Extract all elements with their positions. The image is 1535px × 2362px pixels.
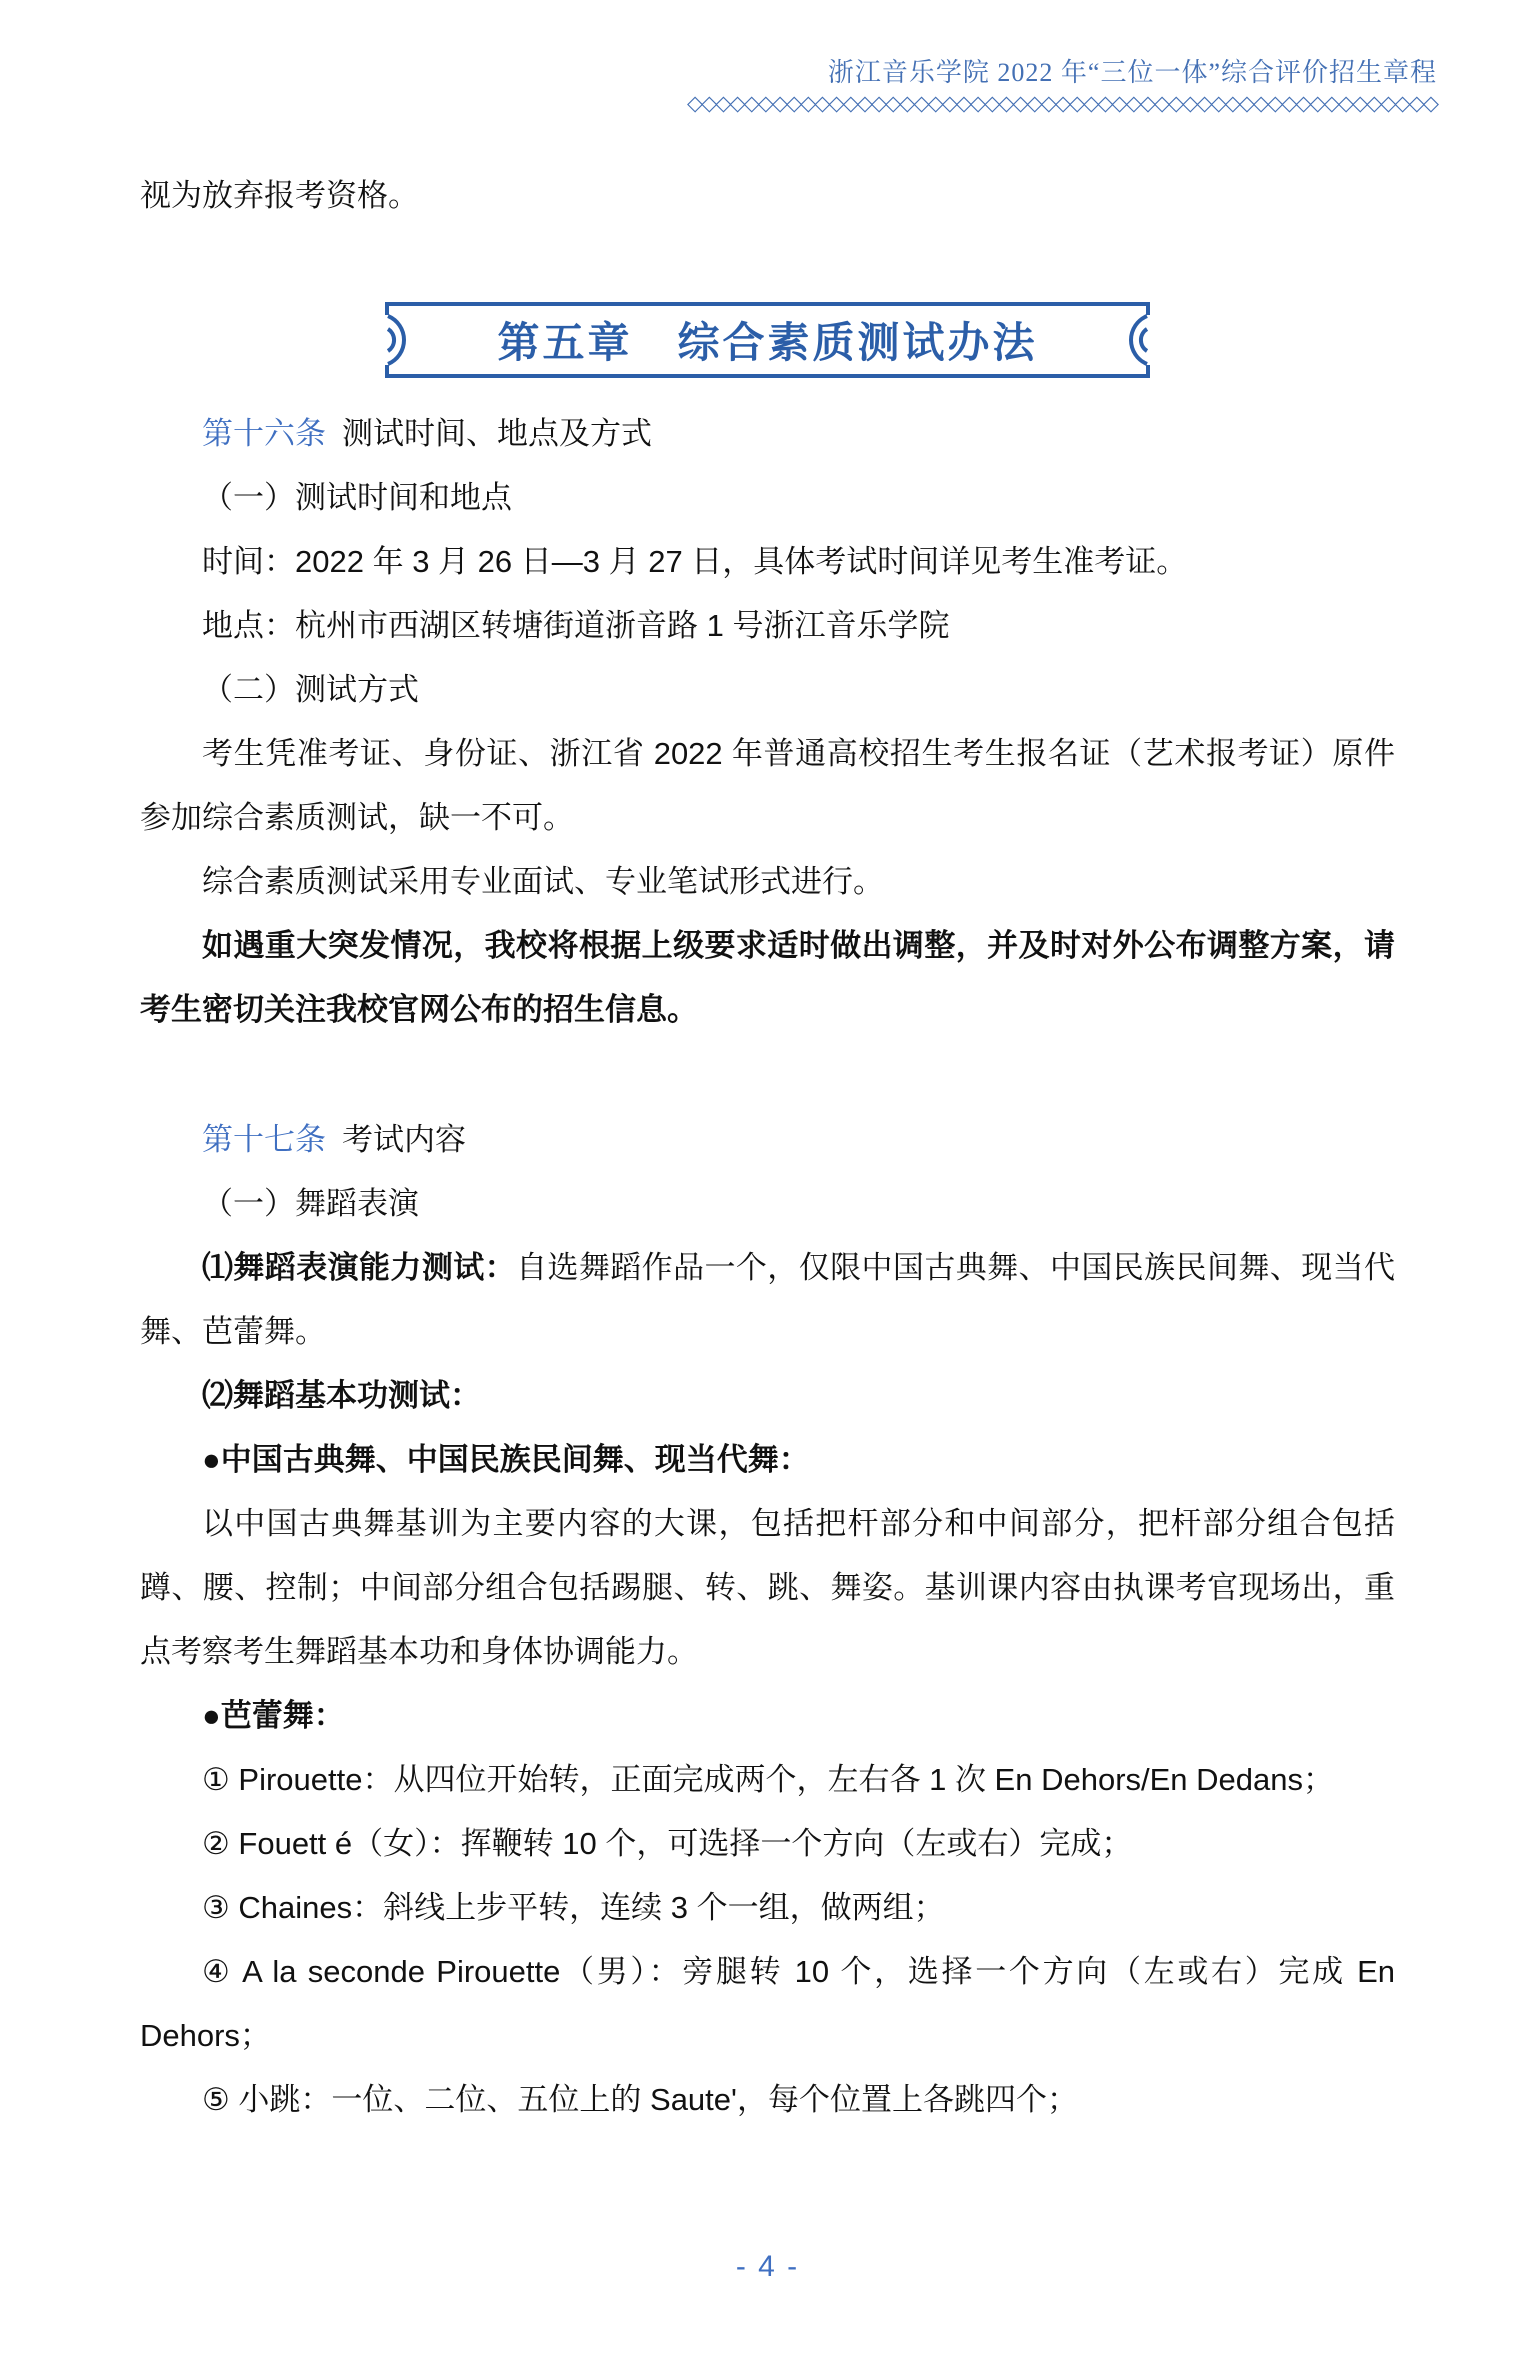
article-17-title: 考试内容	[342, 1122, 466, 1157]
article-16-number: 第十六条	[202, 416, 326, 451]
diamond-ornament-line: ◇◇◇◇◇◇◇◇◇◇◇◇◇◇◇◇◇◇◇◇◇◇◇◇◇◇◇◇◇◇◇◇◇◇◇◇◇◇◇◇◇◇◇◇◇◇◇◇◇◇◇◇◇	[687, 92, 1437, 115]
paragraph: ⑤ 小跳：一位、二位、五位上的 Saute'，每个位置上各跳四个；	[202, 2082, 1078, 2117]
article-17-section	[140, 1108, 1395, 2132]
paragraph: ② Fouett é（女）：挥鞭转 10 个，可选择一个方向（左或右）完成；	[202, 1826, 1133, 1861]
paragraph: （一）舞蹈表演	[202, 1186, 419, 1221]
paragraph: 时间：2022 年 3 月 26 日—3 月 27 日，具体考试时间详见考生准考证。	[202, 544, 1188, 579]
paragraph	[140, 1684, 1395, 1748]
paragraph	[140, 1428, 1395, 1492]
paragraph: ① Pirouette：从四位开始转，正面完成两个，左右各 1 次 En Dehors/En Dedans；	[202, 1762, 1335, 1797]
document-body	[140, 402, 1395, 2132]
paragraph-text: 自选舞蹈作品一个，仅限中国古典舞、中国民族民间舞、现当代舞、芭蕾舞。	[140, 1250, 1396, 1349]
paragraph-lead: ⑴舞蹈表演能力测试：	[202, 1250, 517, 1285]
lead-paragraph: 视为放弃报考资格。	[140, 178, 419, 213]
paragraph: ④ A la seconde Pirouette（男）：旁腿转 10 个，选择一个方向（左或右）完成 En Dehors；	[140, 1954, 1395, 2053]
running-header-title: 浙江音乐学院 2022 年“三位一体”综合评价招生章程	[827, 58, 1437, 87]
chapter-title: 第五章 综合素质测试办法	[497, 321, 1038, 367]
paragraph-lead: ⑵舞蹈基本功测试：	[202, 1378, 481, 1413]
paragraph-emphasis: 如遇重大突发情况，我校将根据上级要求适时做出调整，并及时对外公布调整方案，请考生密切关注我校官网公布的招生信息。	[140, 928, 1395, 1027]
article-16-heading	[140, 402, 1395, 466]
paragraph: （一）测试时间和地点	[202, 480, 512, 515]
paragraph: 以中国古典舞基训为主要内容的大课，包括把杆部分和中间部分，把杆部分组合包括蹲、腰、控制；中间部分组合包括踢腿、转、跳、舞姿。基训课内容由执课考官现场出，重点考察考生舞蹈基本功和身体协调能力。	[140, 1506, 1395, 1669]
running-header	[0, 0, 1535, 118]
paragraph: 综合素质测试采用专业面试、专业笔试形式进行。	[202, 864, 884, 899]
paragraph: （二）测试方式	[202, 672, 419, 707]
article-16-title: 测试时间、地点及方式	[342, 416, 652, 451]
paragraph: ③ Chaines：斜线上步平转，连续 3 个一组，做两组；	[202, 1890, 945, 1925]
bullet-paragraph-lead: ●芭蕾舞：	[202, 1698, 345, 1733]
right-arc-ornament-icon	[1114, 310, 1150, 370]
article-17-number: 第十七条	[202, 1122, 326, 1157]
paragraph: 考生凭准考证、身份证、浙江省 2022 年普通高校招生考生报名证（艺术报考证）原件参加综合素质测试，缺一不可。	[140, 736, 1395, 835]
left-arc-ornament-icon	[385, 310, 421, 370]
page-number: - 4 -	[735, 2250, 800, 2283]
chapter-title-box	[385, 302, 1150, 378]
paragraph: 地点：杭州市西湖区转塘街道浙音路 1 号浙江音乐学院	[202, 608, 950, 643]
paragraph	[140, 1364, 1395, 1428]
article-17-heading	[140, 1108, 1395, 1172]
bullet-paragraph-lead: ●中国古典舞、中国民族民间舞、现当代舞：	[202, 1442, 810, 1477]
paragraph	[140, 1236, 1395, 1364]
